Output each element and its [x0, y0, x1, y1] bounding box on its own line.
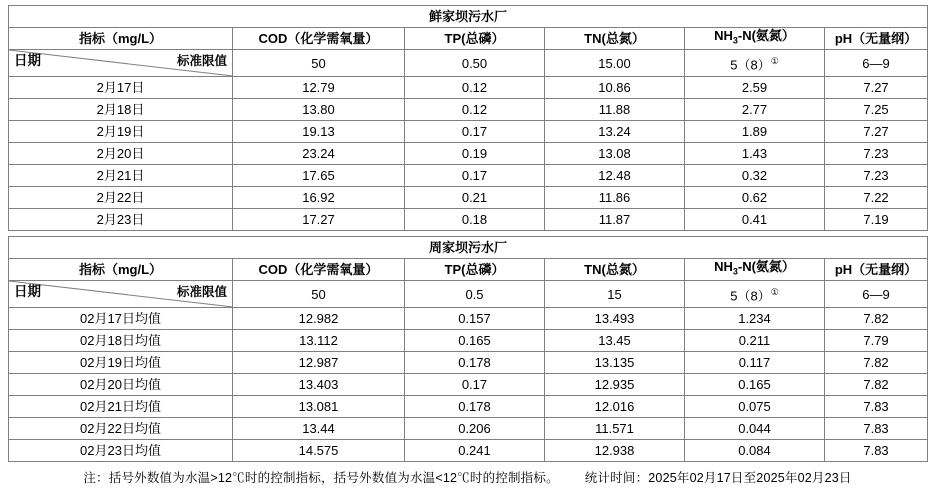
- cell-tn: 11.88: [545, 99, 685, 121]
- header-col-tp: TP(总磷）: [405, 28, 545, 50]
- footnote-stat-time: 统计时间：2025年02月17日至2025年02月23日: [584, 471, 852, 485]
- cell-tn: 13.45: [545, 330, 685, 352]
- cell-tn: 13.135: [545, 352, 685, 374]
- table-title: 鲜家坝污水厂: [9, 6, 928, 28]
- header-col-tn: TN(总氮）: [545, 28, 685, 50]
- cell-nh3n: 0.211: [685, 330, 825, 352]
- cell-ph: 7.82: [825, 352, 928, 374]
- cell-tp: 0.19: [405, 143, 545, 165]
- cell-tp: 0.206: [405, 418, 545, 440]
- standard-limit-row: [9, 281, 928, 308]
- cell-ph: 7.19: [825, 209, 928, 231]
- cell-nh3n: 0.62: [685, 187, 825, 209]
- header-col-cod: COD（化学需氧量）: [233, 259, 405, 281]
- cell-tn: 13.08: [545, 143, 685, 165]
- limit-tp: 0.50: [405, 50, 545, 77]
- cell-cod: 13.112: [233, 330, 405, 352]
- cell-tp: 0.17: [405, 165, 545, 187]
- header-col-ph: pH（无量纲）: [825, 259, 928, 281]
- cell-tn: 11.87: [545, 209, 685, 231]
- table-row: [9, 418, 928, 440]
- row-date: 2月20日: [9, 143, 233, 165]
- cell-cod: 13.403: [233, 374, 405, 396]
- cell-ph: 7.22: [825, 187, 928, 209]
- row-date: 02月17日均值: [9, 308, 233, 330]
- cell-tn: 12.016: [545, 396, 685, 418]
- cell-cod: 14.575: [233, 440, 405, 462]
- cell-nh3n: 1.43: [685, 143, 825, 165]
- header-col-cod: COD（化学需氧量）: [233, 28, 405, 50]
- cell-cod: 17.65: [233, 165, 405, 187]
- cell-tp: 0.165: [405, 330, 545, 352]
- table-row: [9, 77, 928, 99]
- cell-cod: 12.79: [233, 77, 405, 99]
- footnote-text: 注：括号外数值为水温>12℃时的控制指标，括号外数值为水温<12℃时的控制指标。: [83, 471, 559, 485]
- row-date: 2月18日: [9, 99, 233, 121]
- footnote-row: [8, 465, 927, 489]
- cell-tn: 11.86: [545, 187, 685, 209]
- date-label: 日期: [14, 284, 41, 299]
- header-col-nh3n: $NH_3-N$(氨氮）: [685, 259, 825, 281]
- header-indicator: 指标（mg/L）: [9, 259, 233, 281]
- table-row: [9, 330, 928, 352]
- cell-tn: 12.935: [545, 374, 685, 396]
- date-limit-split-header: [9, 50, 233, 77]
- table-row: [9, 143, 928, 165]
- table-row: [9, 187, 928, 209]
- cell-nh3n: 0.41: [685, 209, 825, 231]
- cell-cod: 23.24: [233, 143, 405, 165]
- table-row: [9, 165, 928, 187]
- cell-tn: 13.493: [545, 308, 685, 330]
- cell-nh3n: 2.59: [685, 77, 825, 99]
- header-col-tp: TP(总磷）: [405, 259, 545, 281]
- cell-cod: 13.80: [233, 99, 405, 121]
- cell-ph: 7.23: [825, 165, 928, 187]
- cell-nh3n: 0.084: [685, 440, 825, 462]
- cell-nh3n: 0.32: [685, 165, 825, 187]
- limit-tn: 15.00: [545, 50, 685, 77]
- cell-nh3n: 0.117: [685, 352, 825, 374]
- row-date: 2月23日: [9, 209, 233, 231]
- table-title-row: [9, 6, 928, 28]
- cell-tn: 11.571: [545, 418, 685, 440]
- limit-label: 标准限值: [176, 54, 227, 68]
- cell-nh3n: 0.075: [685, 396, 825, 418]
- table-header-row: [9, 259, 928, 281]
- cell-nh3n: 1.89: [685, 121, 825, 143]
- table-row: [9, 99, 928, 121]
- cell-ph: 7.83: [825, 418, 928, 440]
- date-limit-split-header: [9, 281, 233, 308]
- limit-ph: 6—9: [825, 50, 928, 77]
- cell-ph: 7.27: [825, 121, 928, 143]
- cell-ph: 7.83: [825, 396, 928, 418]
- cell-ph: 7.82: [825, 308, 928, 330]
- row-date: 02月20日均值: [9, 374, 233, 396]
- cell-tp: 0.12: [405, 77, 545, 99]
- limit-tp: 0.5: [405, 281, 545, 308]
- row-date: 2月22日: [9, 187, 233, 209]
- cell-cod: 12.987: [233, 352, 405, 374]
- cell-nh3n: 0.044: [685, 418, 825, 440]
- table-row: [9, 352, 928, 374]
- cell-tn: 12.938: [545, 440, 685, 462]
- cell-tp: 0.17: [405, 374, 545, 396]
- limit-tn: 15: [545, 281, 685, 308]
- row-date: 2月19日: [9, 121, 233, 143]
- cell-cod: 13.44: [233, 418, 405, 440]
- plant-table-zhoujiaba: [8, 236, 928, 462]
- table-row: [9, 374, 928, 396]
- header-col-nh3n: $NH_3-N$(氨氮）: [685, 28, 825, 50]
- limit-label: 标准限值: [176, 285, 227, 299]
- cell-tp: 0.241: [405, 440, 545, 462]
- cell-nh3n: 0.165: [685, 374, 825, 396]
- cell-cod: 17.27: [233, 209, 405, 231]
- row-date: 2月17日: [9, 77, 233, 99]
- limit-cod: 50: [233, 50, 405, 77]
- limit-ph: 6—9: [825, 281, 928, 308]
- cell-cod: 13.081: [233, 396, 405, 418]
- date-label: 日期: [14, 53, 41, 68]
- standard-limit-row: [9, 50, 928, 77]
- cell-tp: 0.157: [405, 308, 545, 330]
- cell-nh3n: 2.77: [685, 99, 825, 121]
- row-date: 02月19日均值: [9, 352, 233, 374]
- table-row: [9, 209, 928, 231]
- table-header-row: [9, 28, 928, 50]
- cell-tp: 0.21: [405, 187, 545, 209]
- table-row: [9, 121, 928, 143]
- plant-table-xianjiaba: [8, 5, 928, 231]
- cell-tp: 0.178: [405, 396, 545, 418]
- cell-ph: 7.25: [825, 99, 928, 121]
- cell-tp: 0.12: [405, 99, 545, 121]
- cell-tp: 0.17: [405, 121, 545, 143]
- limit-nh3n: 5（8）①: [685, 50, 825, 77]
- header-col-ph: pH（无量纲）: [825, 28, 928, 50]
- row-date: 02月22日均值: [9, 418, 233, 440]
- table-row: [9, 396, 928, 418]
- table-title-row: [9, 237, 928, 259]
- cell-cod: 16.92: [233, 187, 405, 209]
- limit-nh3n: 5（8）①: [685, 281, 825, 308]
- cell-ph: 7.27: [825, 77, 928, 99]
- cell-tp: 0.178: [405, 352, 545, 374]
- cell-cod: 19.13: [233, 121, 405, 143]
- cell-ph: 7.82: [825, 374, 928, 396]
- cell-tn: 10.86: [545, 77, 685, 99]
- limit-cod: 50: [233, 281, 405, 308]
- row-date: 2月21日: [9, 165, 233, 187]
- cell-tp: 0.18: [405, 209, 545, 231]
- cell-ph: 7.79: [825, 330, 928, 352]
- cell-cod: 12.982: [233, 308, 405, 330]
- cell-nh3n: 1.234: [685, 308, 825, 330]
- row-date: 02月18日均值: [9, 330, 233, 352]
- cell-ph: 7.83: [825, 440, 928, 462]
- header-col-tn: TN(总氮）: [545, 259, 685, 281]
- row-date: 02月23日均值: [9, 440, 233, 462]
- cell-tn: 13.24: [545, 121, 685, 143]
- cell-ph: 7.23: [825, 143, 928, 165]
- table-row: [9, 440, 928, 462]
- header-indicator: 指标（mg/L）: [9, 28, 233, 50]
- table-row: [9, 308, 928, 330]
- table-title: 周家坝污水厂: [9, 237, 928, 259]
- cell-tn: 12.48: [545, 165, 685, 187]
- row-date: 02月21日均值: [9, 396, 233, 418]
